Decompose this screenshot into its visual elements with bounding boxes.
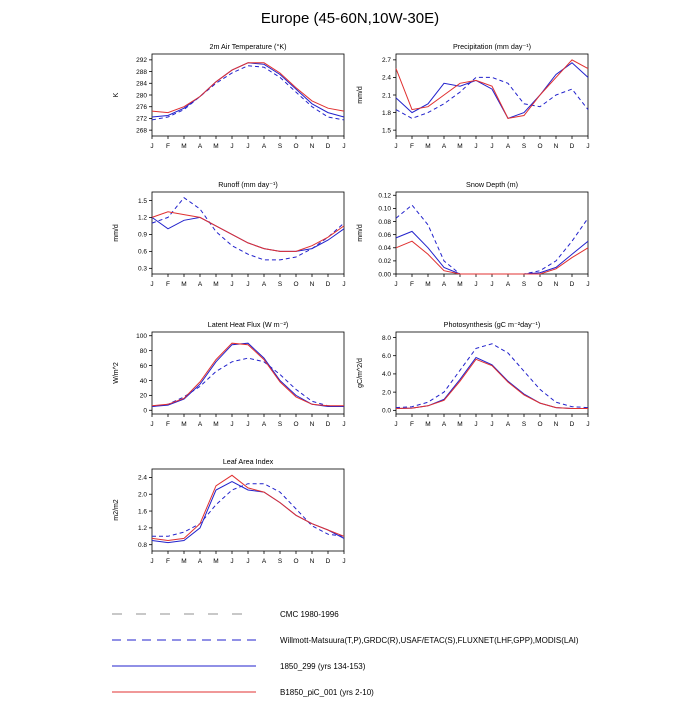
svg-text:J: J	[342, 558, 346, 565]
svg-text:4.0: 4.0	[381, 371, 391, 379]
svg-text:1.2: 1.2	[137, 214, 147, 222]
svg-text:J: J	[342, 143, 346, 150]
svg-text:D: D	[325, 558, 331, 565]
svg-text:mm/d: mm/d	[357, 224, 364, 242]
svg-text:2.7: 2.7	[381, 57, 391, 65]
legend-label: CMC 1980-1996	[280, 609, 339, 619]
svg-text:N: N	[309, 421, 315, 428]
svg-text:O: O	[293, 421, 299, 428]
svg-text:N: N	[309, 281, 315, 288]
svg-text:J: J	[394, 281, 398, 288]
svg-text:0.12: 0.12	[378, 192, 391, 200]
svg-text:O: O	[293, 558, 299, 565]
svg-text:J: J	[474, 143, 478, 150]
svg-text:N: N	[553, 421, 559, 428]
svg-text:0.04: 0.04	[378, 245, 391, 253]
svg-text:0.8: 0.8	[137, 541, 147, 549]
svg-text:Snow Depth (m): Snow Depth (m)	[466, 180, 518, 189]
svg-text:S: S	[277, 558, 283, 565]
svg-text:2.0: 2.0	[137, 491, 147, 499]
svg-text:S: S	[521, 281, 527, 288]
svg-text:J: J	[230, 143, 234, 150]
svg-text:J: J	[490, 421, 494, 428]
svg-text:J: J	[150, 558, 154, 565]
svg-text:O: O	[537, 421, 543, 428]
svg-text:J: J	[150, 143, 154, 150]
svg-text:O: O	[537, 143, 543, 150]
chart-leaf-area-index	[108, 455, 348, 587]
svg-text:gC/m^2/d: gC/m^2/d	[357, 358, 364, 388]
svg-text:A: A	[261, 558, 267, 565]
legend	[110, 601, 579, 705]
svg-text:S: S	[521, 143, 527, 150]
svg-text:m2/m2: m2/m2	[113, 499, 120, 521]
svg-text:0.3: 0.3	[137, 265, 147, 273]
svg-text:2.1: 2.1	[381, 92, 391, 100]
svg-text:A: A	[261, 421, 267, 428]
svg-text:W/m^2: W/m^2	[113, 362, 120, 384]
chart-latent-heat-flux	[108, 318, 348, 450]
svg-text:284: 284	[136, 80, 147, 88]
svg-text:M: M	[425, 143, 431, 150]
svg-text:F: F	[166, 558, 170, 565]
svg-text:40: 40	[139, 377, 147, 385]
svg-text:J: J	[474, 421, 478, 428]
svg-text:J: J	[150, 421, 154, 428]
svg-text:272: 272	[136, 115, 147, 123]
svg-text:D: D	[569, 143, 575, 150]
svg-text:0.06: 0.06	[378, 231, 391, 239]
svg-text:1.6: 1.6	[137, 508, 147, 516]
svg-text:O: O	[293, 281, 299, 288]
svg-text:Leaf Area Index: Leaf Area Index	[222, 457, 274, 466]
legend-line-1850-299-icon	[110, 661, 258, 671]
svg-text:F: F	[410, 281, 414, 288]
figure-title: Europe (45-60N,10W-30E)	[260, 10, 440, 27]
svg-text:A: A	[441, 281, 447, 288]
legend-label: B1850_piC_001 (yrs 2-10)	[280, 687, 374, 697]
svg-text:80: 80	[139, 347, 147, 355]
svg-text:288: 288	[136, 68, 147, 76]
svg-text:A: A	[505, 421, 511, 428]
svg-text:A: A	[197, 558, 203, 565]
svg-text:mm/d: mm/d	[357, 86, 364, 104]
svg-text:J: J	[394, 421, 398, 428]
legend-item	[110, 601, 579, 627]
legend-line-b1850-icon	[110, 687, 258, 697]
svg-text:J: J	[246, 421, 250, 428]
svg-text:2.4: 2.4	[381, 74, 391, 82]
legend-line-cmc-icon	[110, 609, 258, 619]
svg-text:0.10: 0.10	[378, 205, 391, 213]
svg-text:A: A	[505, 281, 511, 288]
legend-label: Willmott-Matsuura(T,P),GRDC(R),USAF/ETAC(S),FLUXNET(LHF,GPP),MODIS(LAI)	[280, 635, 579, 645]
svg-text:O: O	[293, 143, 299, 150]
svg-text:S: S	[277, 281, 283, 288]
svg-text:0.02: 0.02	[378, 258, 391, 266]
chart-photosynthesis	[352, 318, 592, 450]
svg-text:6.0: 6.0	[381, 352, 391, 360]
svg-text:100: 100	[136, 333, 147, 341]
svg-text:M: M	[213, 558, 219, 565]
svg-text:M: M	[181, 143, 187, 150]
svg-text:O: O	[537, 281, 543, 288]
svg-text:M: M	[181, 558, 187, 565]
svg-text:K: K	[113, 92, 120, 98]
svg-text:276: 276	[136, 104, 147, 112]
svg-text:2.4: 2.4	[137, 474, 147, 482]
svg-text:M: M	[181, 421, 187, 428]
svg-text:M: M	[457, 143, 463, 150]
legend-item	[110, 653, 579, 679]
svg-text:280: 280	[136, 92, 147, 100]
svg-text:A: A	[505, 143, 511, 150]
svg-text:0.6: 0.6	[137, 248, 147, 256]
svg-text:0.9: 0.9	[137, 231, 147, 239]
svg-text:M: M	[213, 143, 219, 150]
svg-text:J: J	[150, 281, 154, 288]
svg-text:2m Air Temperature (°K): 2m Air Temperature (°K)	[209, 42, 287, 51]
svg-text:J: J	[586, 143, 590, 150]
svg-text:J: J	[490, 143, 494, 150]
legend-label: 1850_299 (yrs 134-153)	[280, 661, 366, 671]
svg-text:D: D	[325, 281, 331, 288]
svg-text:F: F	[410, 143, 414, 150]
svg-text:1.2: 1.2	[137, 525, 147, 533]
svg-text:D: D	[569, 421, 575, 428]
svg-text:J: J	[586, 281, 590, 288]
svg-text:268: 268	[136, 127, 147, 135]
svg-text:A: A	[197, 143, 203, 150]
svg-text:292: 292	[136, 57, 147, 65]
svg-text:Precipitation (mm day⁻¹): Precipitation (mm day⁻¹)	[452, 42, 532, 51]
legend-line-obs-icon	[110, 635, 258, 645]
svg-text:1.5: 1.5	[381, 127, 391, 135]
svg-text:M: M	[213, 281, 219, 288]
svg-text:M: M	[457, 281, 463, 288]
svg-text:A: A	[441, 143, 447, 150]
svg-text:M: M	[425, 281, 431, 288]
svg-text:Photosynthesis (gC m⁻²day⁻¹): Photosynthesis (gC m⁻²day⁻¹)	[443, 320, 541, 329]
svg-text:S: S	[521, 421, 527, 428]
svg-text:F: F	[166, 421, 170, 428]
svg-text:0.00: 0.00	[378, 271, 391, 279]
svg-text:M: M	[213, 421, 219, 428]
svg-text:J: J	[230, 281, 234, 288]
svg-text:A: A	[197, 421, 203, 428]
svg-text:M: M	[181, 281, 187, 288]
svg-text:F: F	[166, 143, 170, 150]
svg-text:N: N	[553, 281, 559, 288]
svg-text:N: N	[553, 143, 559, 150]
svg-text:D: D	[325, 421, 331, 428]
svg-text:N: N	[309, 143, 315, 150]
svg-text:mm/d: mm/d	[113, 224, 120, 242]
svg-text:F: F	[166, 281, 170, 288]
svg-text:J: J	[342, 281, 346, 288]
svg-text:A: A	[261, 281, 267, 288]
svg-text:Latent Heat Flux (W m⁻²): Latent Heat Flux (W m⁻²)	[207, 320, 289, 329]
svg-text:J: J	[342, 421, 346, 428]
svg-text:S: S	[277, 143, 283, 150]
svg-text:J: J	[474, 281, 478, 288]
svg-text:F: F	[410, 421, 414, 428]
legend-item	[110, 679, 579, 705]
svg-text:A: A	[261, 143, 267, 150]
svg-text:1.5: 1.5	[137, 197, 147, 205]
chart-2m-air-temperature	[108, 40, 348, 172]
legend-item	[110, 627, 579, 653]
svg-text:M: M	[425, 421, 431, 428]
svg-text:J: J	[246, 143, 250, 150]
svg-text:N: N	[309, 558, 315, 565]
svg-text:J: J	[246, 558, 250, 565]
svg-text:J: J	[586, 421, 590, 428]
svg-text:J: J	[490, 281, 494, 288]
svg-text:0.08: 0.08	[378, 218, 391, 226]
svg-text:A: A	[197, 281, 203, 288]
svg-text:S: S	[277, 421, 283, 428]
svg-text:D: D	[325, 143, 331, 150]
svg-text:2.0: 2.0	[381, 389, 391, 397]
svg-text:D: D	[569, 281, 575, 288]
svg-text:J: J	[246, 281, 250, 288]
svg-text:M: M	[457, 421, 463, 428]
svg-text:Runoff (mm day⁻¹): Runoff (mm day⁻¹)	[218, 180, 278, 189]
svg-text:60: 60	[139, 362, 147, 370]
chart-precipitation	[352, 40, 592, 172]
chart-runoff	[108, 178, 348, 310]
svg-text:A: A	[441, 421, 447, 428]
svg-text:8.0: 8.0	[381, 334, 391, 342]
svg-text:0: 0	[143, 407, 147, 415]
svg-text:1.8: 1.8	[381, 109, 391, 117]
svg-text:20: 20	[139, 392, 147, 400]
chart-snow-depth	[352, 178, 592, 310]
svg-text:J: J	[230, 558, 234, 565]
svg-text:J: J	[230, 421, 234, 428]
svg-text:0.0: 0.0	[381, 407, 391, 415]
svg-text:J: J	[394, 143, 398, 150]
